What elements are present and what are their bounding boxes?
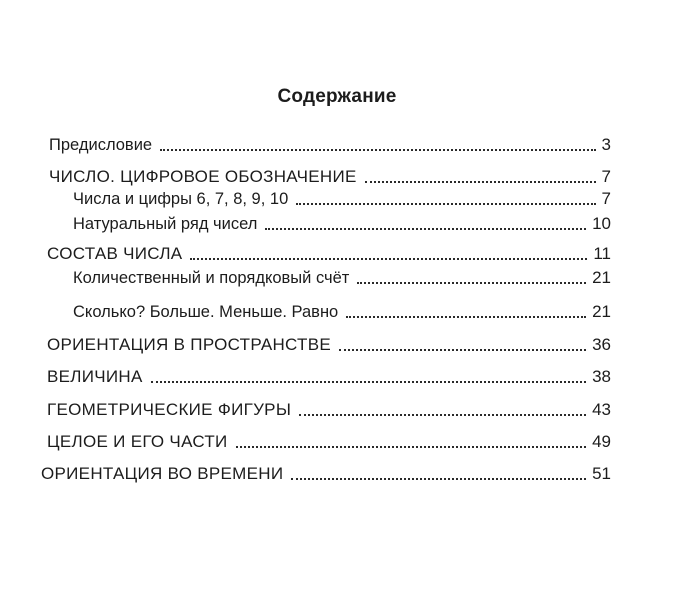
toc-entry-page: 21 (592, 302, 611, 321)
toc-leader-dots (236, 446, 587, 448)
toc-leader-dots (365, 181, 596, 183)
toc-entry-label: Количественный и порядковый счёт (73, 269, 350, 287)
toc-leader-dots (151, 381, 586, 383)
toc-entry-time-orientation (41, 464, 611, 484)
toc-entry-page: 7 (601, 167, 611, 186)
toc-entry-magnitude (47, 367, 611, 387)
toc-entry-how-many (73, 302, 611, 322)
toc-leader-dots (339, 349, 586, 351)
toc-entry-label: ВЕЛИЧИНА (47, 367, 143, 386)
toc-leader-dots (296, 203, 595, 205)
toc-entry-page: 36 (592, 335, 611, 354)
toc-entry-label: Предисловие (49, 136, 153, 154)
toc-leader-dots (357, 282, 586, 284)
toc-entry-label: ОРИЕНТАЦИЯ ВО ВРЕМЕНИ (41, 464, 284, 483)
toc-leader-dots (346, 316, 586, 318)
toc-leader-dots (160, 149, 595, 151)
toc-entry-label: ЧИСЛО. ЦИФРОВОЕ ОБОЗНАЧЕНИЕ (49, 167, 357, 186)
toc-entry-geometric-shapes (47, 400, 611, 420)
toc-entry-preface (49, 135, 611, 155)
toc-entry-numbers-6-10 (73, 189, 611, 209)
page-title: Содержание (277, 86, 397, 107)
toc-entry-number-digits (49, 167, 611, 187)
toc-entry-number-composition (47, 244, 611, 264)
toc-leader-dots (291, 478, 586, 480)
toc-entry-page: 38 (592, 367, 611, 386)
toc-entry-space-orientation (47, 335, 611, 355)
toc-entry-label: Натуральный ряд чисел (73, 215, 258, 233)
toc-entry-page: 49 (592, 432, 611, 451)
toc-leader-dots (190, 258, 587, 260)
toc-entry-label: Числа и цифры 6, 7, 8, 9, 10 (73, 190, 289, 208)
toc-leader-dots (265, 228, 586, 230)
toc-entry-page: 51 (592, 464, 611, 483)
toc-entry-natural-series (73, 214, 611, 234)
toc-entry-whole-and-parts (47, 432, 611, 452)
toc-entry-page: 11 (593, 244, 611, 263)
toc-entry-page: 21 (592, 268, 611, 287)
toc-entry-page: 7 (601, 189, 611, 208)
toc-entry-page: 3 (601, 135, 611, 154)
toc-leader-dots (299, 414, 586, 416)
toc-entry-counting (73, 268, 611, 288)
toc-entry-page: 10 (592, 214, 611, 233)
toc-entry-label: ГЕОМЕТРИЧЕСКИЕ ФИГУРЫ (47, 400, 292, 419)
toc-entry-label: Сколько? Больше. Меньше. Равно (73, 303, 339, 321)
toc-entry-label: ОРИЕНТАЦИЯ В ПРОСТРАНСТВЕ (47, 335, 332, 354)
toc-entry-label: СОСТАВ ЧИСЛА (47, 244, 183, 263)
toc-entry-label: ЦЕЛОЕ И ЕГО ЧАСТИ (47, 432, 228, 451)
toc-entry-page: 43 (592, 400, 611, 419)
